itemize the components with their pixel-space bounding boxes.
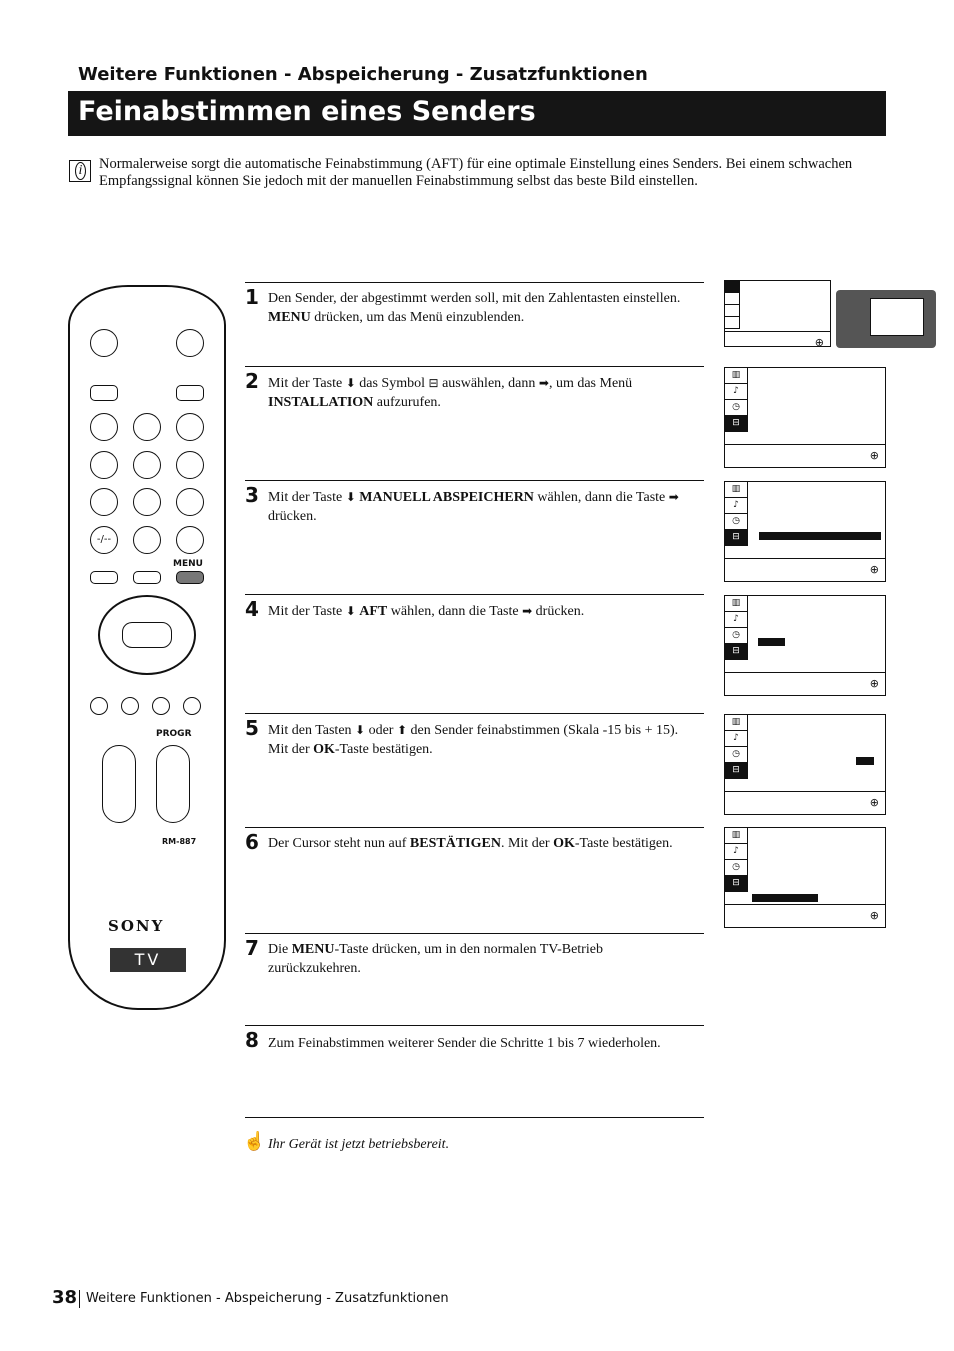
step-number: 6 xyxy=(245,830,259,854)
num-4-icon xyxy=(90,451,118,479)
nav-icon: ⊕ xyxy=(869,909,879,922)
step-number: 7 xyxy=(245,936,259,960)
step-number: 8 xyxy=(245,1028,259,1052)
intro-text: Normalerweise sorgt die automatische Feinabstimmung (AFT) für eine optimale Einstellung eines Senders. Bei einem schwachen Empfangssignal können Sie jedoch mit der manuellen Feinabstimmung selbst das beste Bild einstellen. xyxy=(99,156,853,189)
remote-control-illustration xyxy=(68,285,226,1010)
text-button-icon xyxy=(133,571,161,584)
input-button-icon xyxy=(176,385,204,401)
page-number: 38 xyxy=(52,1287,78,1308)
step-number: 1 xyxy=(245,285,259,309)
step-divider xyxy=(245,480,704,481)
step-2-text: Mit der Taste ⬇ das Symbol ⊟ auswählen, dann ➡, um das Menü INSTALLATION aufzurufen. xyxy=(268,376,633,410)
progr-label: PROGR xyxy=(156,729,192,739)
power-icon xyxy=(176,329,204,357)
volume-rocker-icon xyxy=(102,745,136,823)
toolbox-icon: ⊟ xyxy=(428,376,439,390)
menu-screen-1 xyxy=(724,280,831,347)
sound-button-icon xyxy=(90,697,108,715)
menu-screen-4: ▥ ♪ ◷ ⊟ ⊕ xyxy=(724,595,886,696)
nav-icon: ⊕ xyxy=(869,677,879,690)
step-divider xyxy=(245,933,704,934)
screen-button-icon xyxy=(152,697,170,715)
arrow-up-icon: ⬆ xyxy=(396,723,408,737)
menu-button-icon xyxy=(176,571,204,584)
step-6-text: Der Cursor steht nun auf BESTÄTIGEN. Mit der OK-Taste bestätigen. xyxy=(268,836,673,851)
nav-icon: ⊕ xyxy=(814,336,824,349)
tune-button-icon xyxy=(183,697,201,715)
step-1-text: Den Sender, der abgestimmt werden soll, mit den Zahlentasten einstellen. MENU drücken, um das Menü einzublenden. xyxy=(268,291,681,325)
ready-note: Ihr Gerät ist jetzt betriebsbereit. xyxy=(268,1137,450,1152)
selection-highlight xyxy=(856,757,874,765)
model-label: RM-887 xyxy=(162,837,197,846)
step-divider xyxy=(245,282,704,283)
tv-button-icon xyxy=(90,571,118,584)
arrow-down-icon: ⬇ xyxy=(345,604,356,618)
thumbs-up-icon: ☝ xyxy=(243,1131,266,1151)
title-bar xyxy=(68,91,886,136)
arrow-down-icon: ⬇ xyxy=(345,490,356,504)
menu-screen-5: ▥ ♪ ◷ ⊟ ⊕ xyxy=(724,714,886,815)
nav-icon: ⊕ xyxy=(869,796,879,809)
mute-icon xyxy=(90,329,118,357)
step-number: 4 xyxy=(245,597,259,621)
swap-icon xyxy=(176,526,204,554)
arrow-down-icon: ⬇ xyxy=(355,723,366,737)
step-divider xyxy=(245,1025,704,1026)
selection-highlight xyxy=(759,532,881,540)
ok-button-icon xyxy=(122,622,172,648)
num-0-icon xyxy=(133,526,161,554)
step-number: 5 xyxy=(245,716,259,740)
menu-label: MENU xyxy=(173,559,203,569)
num-3-icon xyxy=(176,413,204,441)
num-1-icon xyxy=(90,413,118,441)
menu-screen-2: ▥ ♪ ◷ ⊟ ⊕ xyxy=(724,367,886,468)
footer-divider xyxy=(79,1290,80,1308)
picture-button-icon xyxy=(121,697,139,715)
arrow-right-icon: ➡ xyxy=(538,376,549,390)
step-number: 3 xyxy=(245,483,259,507)
num-7-icon xyxy=(90,488,118,516)
step-3-text: Mit der Taste ⬇ MANUELL ABSPEICHERN wählen, dann die Taste ➡ drücken. xyxy=(268,490,679,524)
step-4-text: Mit der Taste ⬇ AFT wählen, dann die Taste ➡ drücken. xyxy=(268,604,585,619)
step-divider xyxy=(245,594,704,595)
step-divider xyxy=(245,366,704,367)
timer-menu-icon xyxy=(725,305,739,317)
nav-icon: ⊕ xyxy=(869,449,879,462)
digits-button: -/-- xyxy=(90,526,118,554)
step-number: 2 xyxy=(245,369,259,393)
selection-highlight xyxy=(758,638,785,646)
step-divider xyxy=(245,827,704,828)
info-button-icon xyxy=(90,385,118,401)
num-9-icon xyxy=(176,488,204,516)
arrow-right-icon: ➡ xyxy=(668,490,679,504)
num-5-icon xyxy=(133,451,161,479)
step-7-text: Die MENU-Taste drücken, um in den normalen TV-Betrieb zurückzukehren. xyxy=(268,942,603,976)
footer-text: Weitere Funktionen - Abspeicherung - Zusatzfunktionen xyxy=(86,1291,449,1306)
menu-screen-3: ▥ ♪ ◷ ⊟ ⊕ xyxy=(724,481,886,582)
nav-icon: ⊕ xyxy=(869,563,879,576)
program-rocker-icon xyxy=(156,745,190,823)
num-2-icon xyxy=(133,413,161,441)
brand-logo: SONY xyxy=(108,917,165,935)
selection-highlight xyxy=(752,894,818,902)
arrow-right-icon: ➡ xyxy=(522,604,533,618)
step-5-text: Mit den Tasten ⬇ oder ⬆ den Sender feinabstimmen (Skala -15 bis + 15). Mit der OK-Taste bestätigen. xyxy=(268,723,679,757)
page-title: Feinabstimmen eines Senders xyxy=(78,96,536,127)
step-divider xyxy=(245,1117,704,1118)
installation-menu-icon xyxy=(725,317,739,329)
menu-screen-6: ▥ ♪ ◷ ⊟ ⊕ xyxy=(724,827,886,928)
step-8-text: Zum Feinabstimmen weiterer Sender die Schritte 1 bis 7 wiederholen. xyxy=(268,1036,661,1051)
installation-menu-icon: ⊟ xyxy=(725,416,747,432)
section-title: Weitere Funktionen - Abspeicherung - Zusatzfunktionen xyxy=(78,64,648,85)
picture-menu-icon xyxy=(725,281,739,293)
step-divider xyxy=(245,713,704,714)
tv-badge: TV xyxy=(110,948,186,972)
info-icon: i xyxy=(69,160,91,182)
sound-menu-icon xyxy=(725,293,739,305)
num-8-icon xyxy=(133,488,161,516)
arrow-down-icon: ⬇ xyxy=(345,376,356,390)
num-6-icon xyxy=(176,451,204,479)
tv-illustration xyxy=(836,290,936,348)
